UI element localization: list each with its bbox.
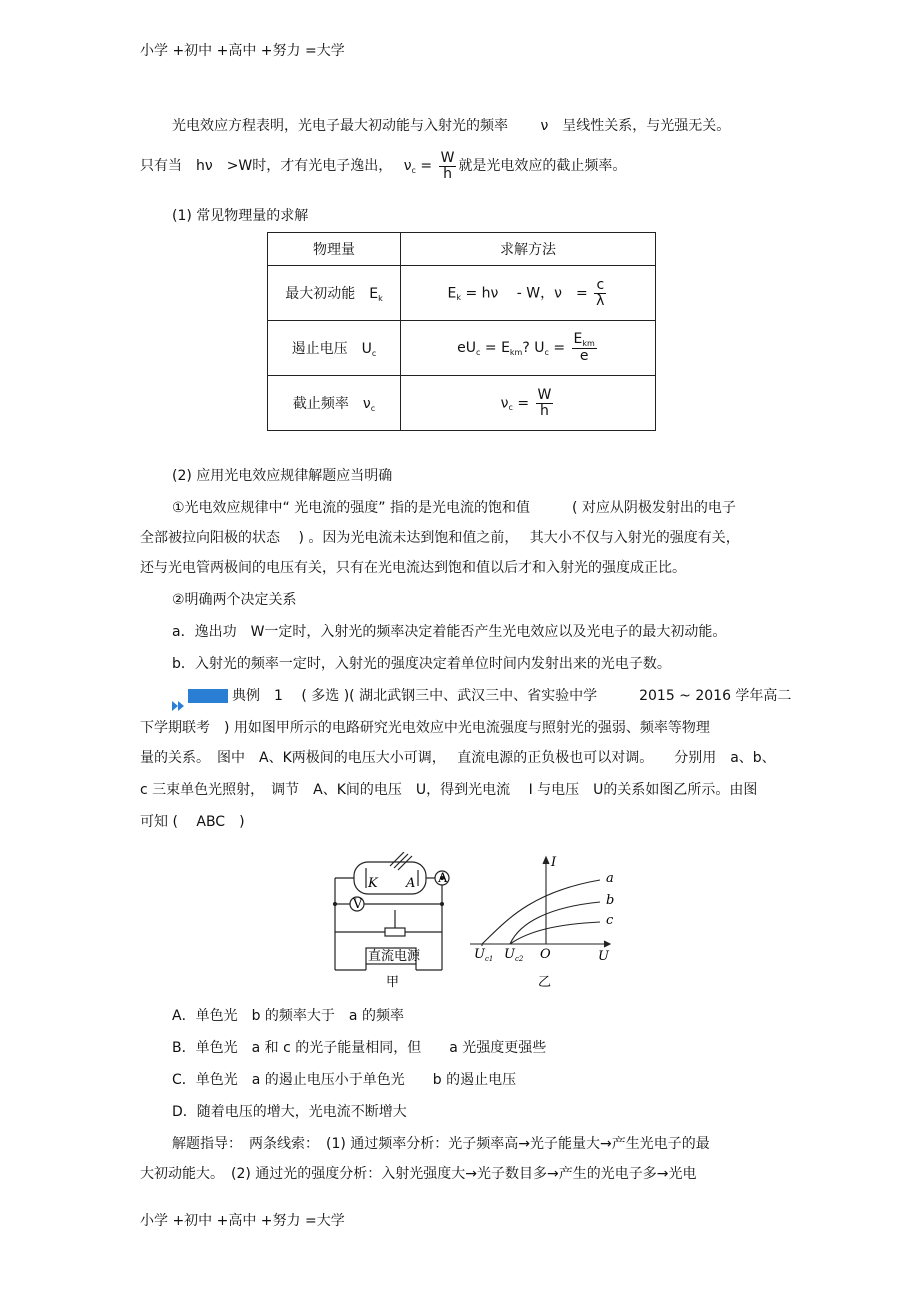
intro-line-2 <box>140 150 780 184</box>
iu-graph <box>470 857 610 948</box>
figure-left-caption: 甲 <box>386 975 400 990</box>
curve-c <box>510 922 600 944</box>
intro-line-2-a: 只有当 hν >W时，才有光电子逸出， ν <box>140 158 412 174</box>
axis-u-label: U <box>598 949 609 964</box>
section2-p2: 全部被拉向阳极的状态 ) 。因为光电流未达到饱和值之前， 其大小不仅与入射光的强度有关， <box>140 530 740 546</box>
cathode-label: K <box>368 876 378 891</box>
uc2-label: $U_{c2}$ <box>504 947 524 963</box>
section1-title: (1) 常见物理量的求解 <box>172 208 309 224</box>
curve-a <box>482 880 600 944</box>
experiment-figure <box>330 852 630 996</box>
option-b: B．单色光 a 和 c 的光子能量相同，但 a 光强度更强些 <box>172 1040 547 1056</box>
physics-quantity-table <box>267 232 656 431</box>
intro-frac-den: h <box>443 165 452 182</box>
power-source-label: 直流电源 <box>368 949 421 964</box>
example-line-5: 可知 ( ABC ) <box>140 814 245 830</box>
table-cell-method: $E_k = h\nu$ - W，ν = $\frac{c}{\lambda}$ <box>401 266 656 321</box>
table-cell-quantity: 截止频率 $\nu_c$ <box>268 376 401 431</box>
uc1-label: $U_{c1}$ <box>474 947 494 963</box>
example-line-2: 下学期联考 ) 用如图甲所示的电路研究光电效应中光电流强度与照射光的强弱、频率等物理 <box>140 720 710 736</box>
table-row <box>268 376 656 431</box>
curve-c-label: c <box>606 913 614 928</box>
intro-line-2-b: 就是光电效应的截止频率。 <box>458 158 627 174</box>
fraction: $\frac{c}{\lambda}$ <box>596 276 605 309</box>
guide-line-2: 大初动能大。 (2) 通过光的强度分析：入射光强度大→光子数目多→产生的光电子多→光电 <box>140 1166 697 1182</box>
page-footer: 小学 +初中 +高中 +努力 =大学 <box>140 1213 345 1229</box>
intro-line-1: 光电效应方程表明，光电子最大初动能与入射光的频率 ν 呈线性关系，与光强无关。 <box>172 118 731 134</box>
section2-p5: a．逸出功 W一定时，入射光的频率决定着能否产生光电效应以及光电子的最大初动能。 <box>172 624 727 640</box>
double-arrow-icon <box>172 691 186 701</box>
origin-label: O <box>540 947 551 962</box>
intro-nu-sub: c <box>411 166 416 175</box>
guide-line-1: 解题指导： 两条线索： (1) 通过频率分析：光子频率高→光子能量大→产生光电子的最 <box>172 1136 710 1152</box>
section2-p4: ②明确两个决定关系 <box>172 592 297 608</box>
section2-p6: b．入射光的频率一定时，入射光的强度决定着单位时间内发射出来的光电子数。 <box>172 656 671 672</box>
figure-right-caption: 乙 <box>538 975 552 990</box>
table-header-quantity: 物理量 <box>268 233 401 266</box>
fraction: $\frac{E_{km}}{e}$ <box>573 331 595 364</box>
section2-p3: 还与光电管两极间的电压有关，只有在光电流达到饱和值以后才和入射光的强度成正比。 <box>140 560 686 576</box>
table-row <box>268 266 656 321</box>
curve-b-label: b <box>606 893 615 908</box>
option-d: D．随着电压的增大，光电流不断增大 <box>172 1104 407 1120</box>
example-badge <box>188 689 228 703</box>
intro-fraction <box>439 151 457 182</box>
intro-frac-num: W <box>440 149 455 166</box>
table-header-row <box>268 233 656 266</box>
fraction: $\frac{W}{h}$ <box>537 386 552 419</box>
table-cell-quantity: 遏止电压 $U_c$ <box>268 321 401 376</box>
curve-a-label: a <box>606 871 614 886</box>
table-cell-quantity: 最大初动能 $E_k$ <box>268 266 401 321</box>
table-cell-method: $eU_c = E_{km}$? $U_c$ = $\frac{E_{km}}{e}$ <box>401 321 656 376</box>
intro-eq: = <box>415 158 437 174</box>
example-line-4: c 三束单色光照射， 调节 A、K间的电压 U，得到光电流 I 与电压 U的关系如图乙所示。由图 <box>140 782 758 798</box>
section2-title: (2) 应用光电效应规律解题应当明确 <box>172 468 393 484</box>
option-a: A．单色光 b 的频率大于 a 的频率 <box>172 1008 404 1024</box>
voltmeter-label: V <box>353 897 363 912</box>
ammeter-label: A <box>438 871 448 886</box>
section2-p1: ①光电效应规律中“ 光电流的强度” 指的是光电流的饱和值 ( 对应从阴极发射出的电子 <box>172 500 736 516</box>
option-c: C．单色光 a 的遏止电压小于单色光 b 的遏止电压 <box>172 1072 517 1088</box>
table-cell-method: $\nu_c$ = $\frac{W}{h}$ <box>401 376 656 431</box>
example-line-1: 典例 1 ( 多选 )( 湖北武钢三中、武汉三中、省实验中学 2015 ~ 2016 学年高二 <box>172 680 812 712</box>
page-header: 小学 +初中 +高中 +努力 =大学 <box>140 43 345 59</box>
anode-label: A <box>406 876 416 891</box>
axis-i-label: I <box>551 855 557 870</box>
table-header-method: 求解方法 <box>401 233 656 266</box>
figure-svg <box>330 852 630 992</box>
example-line-3: 量的关系。 图中 A、K两极间的电压大小可调， 直流电源的正负极也可以对调。 分别用 a、b、 <box>140 750 776 766</box>
table-row <box>268 321 656 376</box>
